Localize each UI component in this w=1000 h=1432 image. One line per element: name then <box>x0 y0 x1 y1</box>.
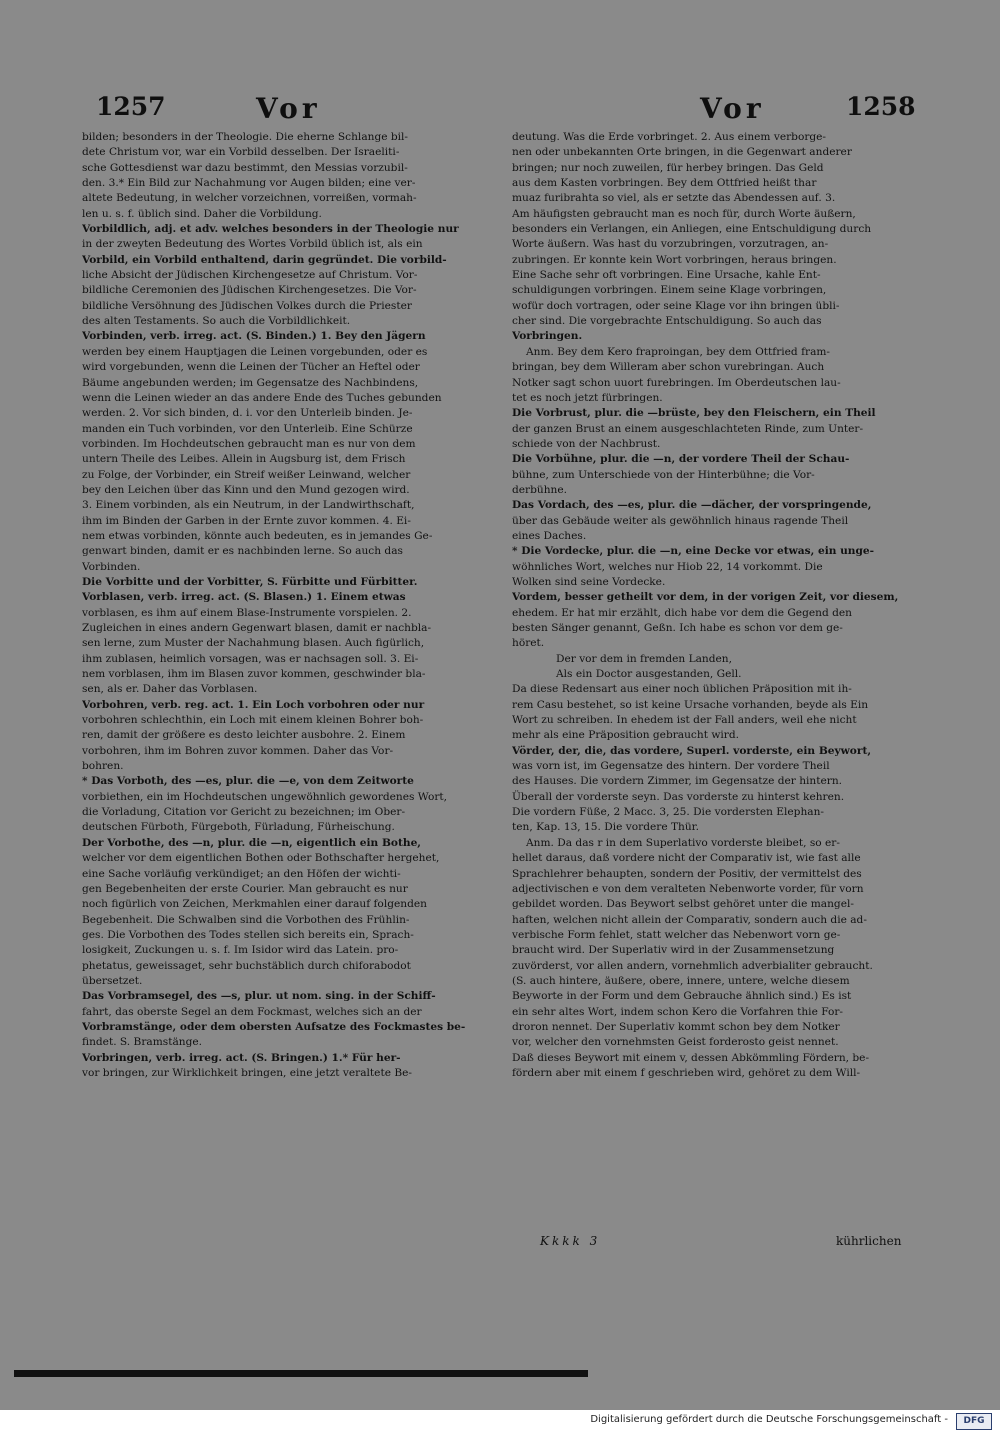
text-line: derbühne. <box>512 483 568 496</box>
text-line: werden. 2. Vor sich binden, d. i. vor den Unterleib binden. Je- <box>82 407 413 420</box>
text-line: Vorbildlich, adj. et adv. welches besonders in der Theologie nur <box>82 223 459 236</box>
running-head-right: Vor <box>700 92 765 125</box>
text-line: Vorbramstänge, oder dem obersten Aufsatze des Fockmastes be- <box>82 1020 466 1033</box>
left-column <box>82 130 486 1081</box>
text-line: schuldigungen vorbringen. Einem seine Klage vorbringen, <box>512 284 827 297</box>
text-line: des Hauses. Die vordern Zimmer, im Gegensatze der hintern. <box>512 775 843 788</box>
text-line: Notker sagt schon uuort furebringen. Im Oberdeutschen lau- <box>512 376 841 389</box>
text-line: adjectivischen e von dem veralteten Nebenworte vorder, für vorn <box>512 882 864 895</box>
text-line: Anm. Da das r in dem Superlativo vorderste bleibet, so er- <box>526 836 840 849</box>
text-line: tet es noch jetzt fürbringen. <box>512 391 663 404</box>
text-line: Wort zu schreiben. In ehedem ist der Fall anders, weil ehe nicht <box>512 714 857 727</box>
right-column <box>512 130 914 1081</box>
text-line: besten Sänger genannt, Geßn. Ich habe es schon vor dem ge- <box>512 622 843 634</box>
text-line: altete Bedeutung, in welcher vorzeichnen, vorreißen, vormah- <box>82 192 417 205</box>
text-line: nem vorblasen, ihm im Blasen zuvor kommen, geschwinder bla- <box>82 668 426 681</box>
text-line: sche Gottesdienst war dazu bestimmt, den Messias vorzubil- <box>82 161 408 174</box>
text-line: untern Theile des Leibes. Allein in Augsburg ist, dem Frisch <box>82 453 406 466</box>
text-line: Die Vorbitte und der Vorbitter, S. Fürbitte und Fürbitter. <box>82 575 418 588</box>
text-line: welcher vor dem eigentlichen Bothen oder Bothschafter hergehet, <box>82 852 440 865</box>
text-line: Der Vorbothe, des —n, plur. die —n, eigentlich ein Bothe, <box>82 836 421 849</box>
text-line: vor bringen, zur Wirklichkeit bringen, eine jetzt veraltete Be- <box>82 1066 412 1079</box>
text-line: braucht wird. Der Superlativ wird in der Zusammensetzung <box>512 944 835 957</box>
text-line: genwart binden, damit er es nachbinden lerne. So auch das <box>82 545 403 558</box>
text-line: fahrt, das oberste Segel an dem Fockmast, welches sich an der <box>82 1005 422 1018</box>
text-line: zuvörderst, vor allen andern, vornehmlich adverbialiter gebraucht. <box>512 959 873 972</box>
scan-edge-bar <box>14 1370 588 1377</box>
text-line: ihm im Binden der Garben in der Ernte zuvor kommen. 4. Ei- <box>82 514 411 527</box>
text-line: liche Absicht der Jüdischen Kirchengesetze auf Christum. Vor- <box>82 269 418 282</box>
text-line: (S. auch hintere, äußere, obere, innere, untere, welche diesem <box>512 974 850 987</box>
text-line: nen oder unbekannten Orte bringen, in die Gegenwart anderer <box>512 146 852 159</box>
text-line: fördern aber mit einem f geschrieben wird, gehöret zu dem Will- <box>512 1066 861 1079</box>
text-line: ren, damit der größere es desto leichter ausbohre. 2. Einem <box>82 729 406 742</box>
text-line: muaz furibrahta so viel, als er setzte das Abendessen auf. 3. <box>512 192 836 205</box>
text-line: wird vorgebunden, wenn die Leinen der Tücher an Heftel oder <box>82 361 420 374</box>
text-line: noch figürlich von Zeichen, Merkmahlen einer darauf folgenden <box>82 898 427 911</box>
text-line: Am häufigsten gebraucht man es noch für, durch Worte äußern, <box>512 207 856 220</box>
text-line: Die vordern Füße, 2 Macc. 3, 25. Die vordersten Elephan- <box>512 806 824 819</box>
text-line: in der zweyten Bedeutung des Wortes Vorbild üblich ist, als ein <box>82 238 423 251</box>
text-line: wöhnliches Wort, welches nur Hiob 22, 14 vorkommt. Die <box>512 560 823 573</box>
text-line: Vorbohren, verb. reg. act. 1. Ein Loch vorbohren oder nur <box>82 698 425 711</box>
text-line: Vorbringen. <box>512 330 583 343</box>
dfg-logo: DFG <box>956 1413 992 1430</box>
text-line: Sprachlehrer behaupten, sondern der Positiv, der vermittelst des <box>512 867 862 880</box>
text-line: bringen; nur noch zuweilen, für herbey bringen. Das Geld <box>512 161 824 174</box>
text-line: ges. Die Vorbothen des Todes stellen sich bereits ein, Sprach- <box>82 928 414 941</box>
text-line: Wolken sind seine Vordecke. <box>512 575 666 588</box>
text-line: phetatus, geweissaget, sehr buchstäblich durch chiforabodot <box>82 959 411 972</box>
text-line: Zugleichen in eines andern Gegenwart blasen, damit er nachbla- <box>82 622 432 634</box>
text-line: sen, als er. Daher das Vorblasen. <box>82 683 258 696</box>
text-line: ihm zublasen, heimlich vorsagen, was er nachsagen soll. 3. Ei- <box>82 652 419 665</box>
text-line: vorbiethen, ein im Hochdeutschen ungewöhnlich gewordenes Wort, <box>82 790 448 803</box>
footer-credit: Digitalisierung gefördert durch die Deutsche Forschungsgemeinschaft - <box>590 1414 948 1425</box>
text-line: Daß dieses Beywort mit einem v, dessen Abkömmling Fördern, be- <box>512 1051 870 1064</box>
text-line: bilden; besonders in der Theologie. Die eherne Schlange bil- <box>82 131 409 143</box>
text-line: vorbohren, ihm im Bohren zuvor kommen. Daher das Vor- <box>82 744 394 757</box>
text-line: Eine Sache sehr oft vorbringen. Eine Ursache, kahle Ent- <box>512 269 821 282</box>
text-line: bühne, zum Unterschiede von der Hinterbühne; die Vor- <box>512 468 815 481</box>
text-line: deutung. Was die Erde vorbringet. 2. Aus einem verborge- <box>512 131 827 143</box>
text-line: werden bey einem Hauptjagen die Leinen vorgebunden, oder es <box>82 345 428 358</box>
text-line: 3. Einem vorbinden, als ein Neutrum, in der Landwirthschaft, <box>82 499 415 512</box>
text-line: sen lerne, zum Muster der Nachahmung blasen. Auch figürlich, <box>82 637 425 650</box>
text-line: gebildet worden. Das Beywort selbst gehöret unter die mangel- <box>512 898 854 911</box>
text-line: vorbohren schlechthin, ein Loch mit einem kleinen Bohrer boh- <box>82 714 424 727</box>
text-line: Vorbinden. <box>82 560 141 573</box>
text-line: wofür doch vortragen, oder seine Klage vor ihn bringen übli- <box>512 299 840 312</box>
text-line: bringan, bey dem Willeram aber schon vurebringan. Auch <box>512 361 825 374</box>
text-line: eine Sache vorläufig verkündiget; an den Höfen der wichti- <box>82 867 401 880</box>
text-line: Der vor dem in fremden Landen, <box>556 652 732 665</box>
text-line: vor, welcher den vornehmsten Geist forderosto geist nennet. <box>512 1036 839 1049</box>
text-line: Vordem, besser getheilt vor dem, in der vorigen Zeit, vor diesem, <box>512 591 899 604</box>
text-line: was vorn ist, im Gegensatze des hintern. Der vordere Theil <box>512 760 830 773</box>
text-line: rem Casu bestehet, so ist keine Ursache vorhanden, beyde als Ein <box>512 698 869 711</box>
text-line: höret. <box>512 637 545 650</box>
footer-bar <box>0 1410 1000 1432</box>
page-number-right: 1258 <box>846 92 916 121</box>
text-line: Als ein Doctor ausgestanden, Gell. <box>556 668 742 681</box>
text-line: besonders ein Verlangen, ein Anliegen, eine Entschuldigung durch <box>512 223 872 236</box>
text-line: Vorbinden, verb. irreg. act. (S. Binden.) 1. Bey den Jägern <box>82 330 426 343</box>
text-line: Das Vorbramsegel, des —s, plur. ut nom. sing. in der Schiff- <box>82 990 436 1003</box>
text-line: nem etwas vorbinden, könnte auch bedeuten, es in jemandes Ge- <box>82 529 433 542</box>
text-line: Vörder, der, die, das vordere, Superl. vorderste, ein Beywort, <box>512 744 872 757</box>
text-line: die Vorladung, Citation vor Gericht zu bezeichnen; im Ober- <box>82 806 406 819</box>
text-line: Worte äußern. Was hast du vorzubringen, vorzutragen, an- <box>512 238 829 251</box>
text-line: über das Gebäude weiter als gewöhnlich hinaus ragende Theil <box>512 514 849 527</box>
text-line: schiede von der Nachbrust. <box>512 437 661 450</box>
page-number-left: 1257 <box>96 92 166 121</box>
text-line: wenn die Leinen wieder an das andere Ende des Tuches gebunden <box>82 391 442 404</box>
text-line: übersetzet. <box>82 974 143 987</box>
running-head-left: Vor <box>256 92 321 125</box>
text-line: * Die Vordecke, plur. die —n, eine Decke vor etwas, ein unge- <box>512 545 875 558</box>
text-line: Begebenheit. Die Schwalben sind die Vorbothen des Frühlin- <box>82 913 410 926</box>
text-line: Die Vorbrust, plur. die —brüste, bey den Fleischern, ein Theil <box>512 407 876 420</box>
text-line: bey den Leichen über das Kinn und den Mund gezogen wird. <box>82 483 410 496</box>
text-line: len u. s. f. üblich sind. Daher die Vorbildung. <box>82 207 322 220</box>
text-line: ein sehr altes Wort, indem schon Kero die Vorfahren thie For- <box>512 1005 843 1018</box>
text-line: cher sind. Die vorgebrachte Entschuldigung. So auch das <box>512 315 822 328</box>
text-line: hellet daraus, daß vordere nicht der Comparativ ist, wie fast alle <box>512 852 861 865</box>
text-line: Die Vorbühne, plur. die —n, der vordere Theil der Schau- <box>512 453 850 466</box>
text-line: der ganzen Brust an einem ausgeschlachteten Rinde, zum Unter- <box>512 422 864 435</box>
text-line: ten, Kap. 13, 15. Die vordere Thür. <box>512 821 699 834</box>
text-line: dete Christum vor, war ein Vorbild desselben. Der Israeliti- <box>82 146 400 159</box>
text-line: gen Begebenheiten der erste Courier. Man gebraucht es nur <box>82 882 408 895</box>
text-line: eines Daches. <box>512 529 587 542</box>
text-line: Anm. Bey dem Kero fraproingan, bey dem Ottfried fram- <box>526 345 831 358</box>
text-line: Da diese Redensart aus einer noch üblichen Präposition mit ih- <box>512 683 852 696</box>
text-line: mehr als eine Präposition gebraucht wird. <box>512 729 739 742</box>
text-line: des alten Testaments. So auch die Vorbildlichkeit. <box>82 315 351 328</box>
text-line: Das Vordach, des —es, plur. die —dächer, der vorspringende, <box>512 499 872 512</box>
text-line: zu Folge, der Vorbinder, ein Streif weißer Leinwand, welcher <box>82 468 411 481</box>
text-line: bohren. <box>82 760 124 773</box>
text-line: droron nennet. Der Superlativ kommt schon bey dem Notker <box>512 1020 840 1033</box>
text-line: ehedem. Er hat mir erzählt, dich habe vor dem die Gegend den <box>512 606 852 619</box>
text-line: vorblasen, es ihm auf einem Blase-Instrumente vorspielen. 2. <box>82 606 412 619</box>
text-line: losigkeit, Zuckungen u. s. f. Im Isidor wird das Latein. pro- <box>82 944 399 957</box>
text-line: manden ein Tuch vorbinden, vor den Unterleib. Eine Schürze <box>82 422 413 435</box>
text-line: verbische Form fehlet, statt welcher das Nebenwort vorn ge- <box>512 928 841 941</box>
text-line: bildliche Ceremonien des Jüdischen Kirchengesetzes. Die Vor- <box>82 284 417 297</box>
text-line: Vorbringen, verb. irreg. act. (S. Bringen.) 1.* Für her- <box>82 1051 401 1064</box>
text-line: Vorbild, ein Vorbild enthaltend, darin gegründet. Die vorbild- <box>82 253 447 266</box>
text-line: vorbinden. Im Hochdeutschen gebraucht man es nur von dem <box>82 437 416 450</box>
signature-mark: Kkkk 3 <box>540 1234 601 1248</box>
catchword: kührlichen <box>836 1234 902 1248</box>
text-line: bildliche Versöhnung des Jüdischen Volkes durch die Priester <box>82 299 412 312</box>
text-line: * Das Vorboth, des —es, plur. die —e, von dem Zeitworte <box>82 775 414 788</box>
text-line: den. 3.* Ein Bild zur Nachahmung vor Augen bilden; eine ver- <box>82 177 416 190</box>
text-line: Bäume angebunden werden; im Gegensatze des Nachbindens, <box>82 376 419 389</box>
text-line: Vorblasen, verb. irreg. act. (S. Blasen.) 1. Einem etwas <box>82 591 406 604</box>
text-line: findet. S. Bramstänge. <box>82 1036 203 1049</box>
text-line: deutschen Fürboth, Fürgeboth, Fürladung, Fürheischung. <box>82 821 395 834</box>
text-line: zubringen. Er konnte kein Wort vorbringen, heraus bringen. <box>512 253 837 266</box>
text-line: haften, welchen nicht allein der Comparativ, sondern auch die ad- <box>512 913 867 926</box>
text-line: aus dem Kasten vorbringen. Bey dem Ottfried heißt thar <box>512 177 817 190</box>
text-line: Überall der vorderste seyn. Das vorderste zu hinterst kehren. <box>512 790 845 803</box>
text-line: Beyworte in der Form und dem Gebrauche ähnlich sind.) Es ist <box>512 990 852 1003</box>
